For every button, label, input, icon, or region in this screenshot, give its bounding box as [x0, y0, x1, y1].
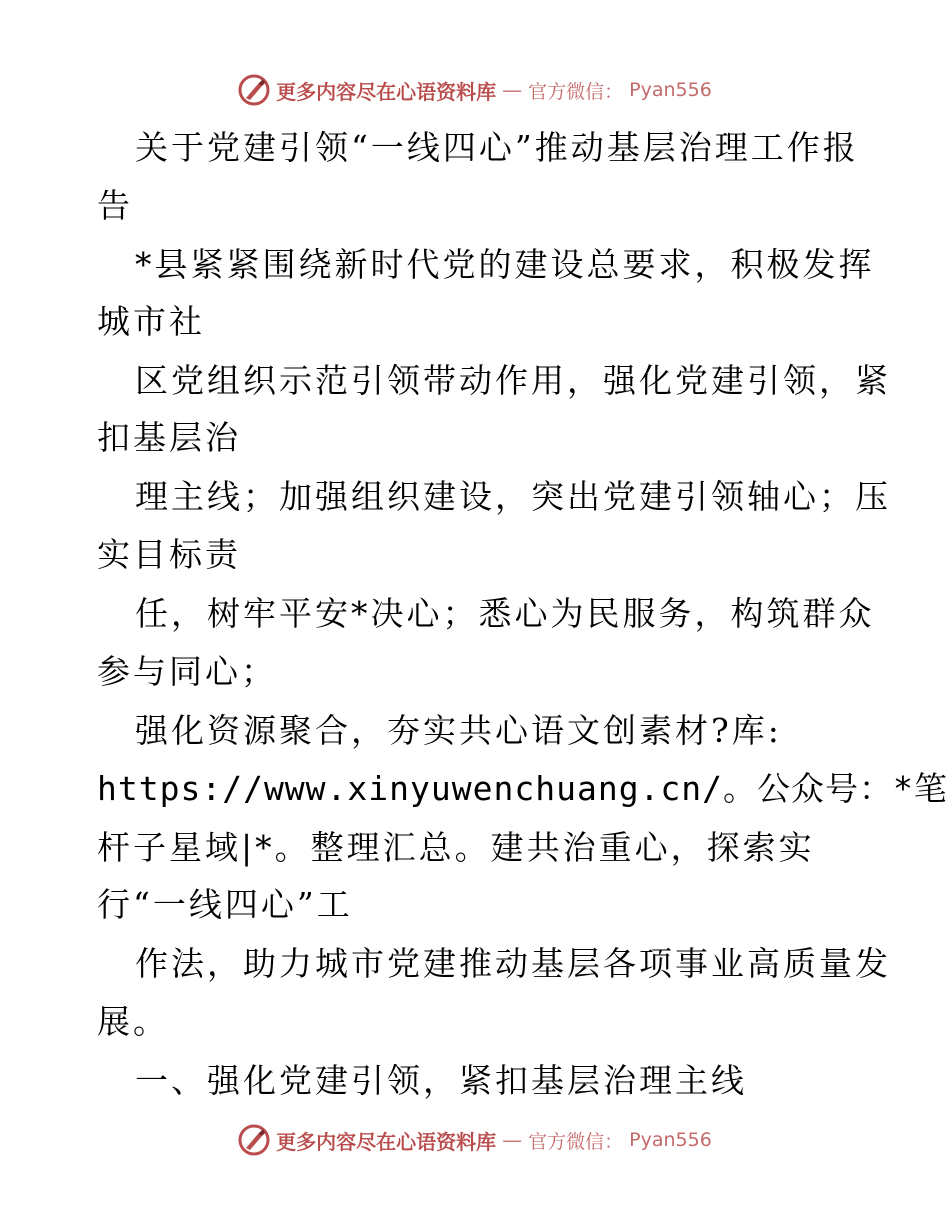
paragraph-line: *县紧紧围绕新时代党的建设总要求，积极发挥 [135, 245, 875, 284]
pen-logo-icon [238, 1124, 270, 1156]
paragraph-line: 强化资源聚合，夯实共心语文创素材?库: [135, 711, 782, 750]
paragraph-line: 行“一线四心”工 [97, 885, 353, 924]
paragraph-line: 展。 [97, 1002, 169, 1041]
paragraph-line: 城市社 [97, 302, 205, 341]
paragraph-line: 杆子星域|*。整理汇总。建共治重心，探索实 [97, 828, 815, 867]
banner-dash: — [502, 78, 523, 102]
paragraph-line: 参与同心； [97, 652, 277, 691]
paragraph-line: 实目标责 [97, 535, 241, 574]
paragraph-line: 理主线；加强组织建设，突出党建引领轴心；压 [135, 477, 891, 516]
document-title-line-1: 关于党建引领“一线四心”推动基层治理工作报 [135, 128, 859, 167]
banner-text: 更多内容尽在心语资料库 [276, 79, 497, 104]
paragraph-line: 扣基层治 [97, 418, 241, 457]
banner-text: 更多内容尽在心语资料库 [276, 1129, 497, 1154]
footer-watermark-banner [0, 1120, 950, 1160]
banner-wechat-label: 官方微信： [528, 1130, 624, 1153]
paragraph-line: 任，树牢平安*决心；悉心为民服务，构筑群众 [135, 594, 875, 633]
banner-wechat-id: Pyan556 [629, 1129, 712, 1151]
pen-logo-icon [238, 74, 270, 106]
banner-dash: — [502, 1128, 523, 1152]
paragraph-line: 区党组织示范引领带动作用，强化党建引领，紧 [135, 361, 891, 400]
section-heading: 一、强化党建引领，紧扣基层治理主线 [135, 1061, 747, 1100]
banner-wechat-id: Pyan556 [629, 79, 712, 101]
document-title-line-2: 告 [97, 186, 133, 225]
url-line: https://www.xinyuwenchuang.cn/。公众号：*笔 [97, 769, 948, 808]
banner-wechat-label: 官方微信： [528, 80, 624, 103]
paragraph-line: 作法，助力城市党建推动基层各项事业高质量发 [135, 944, 891, 983]
header-watermark-banner [0, 70, 950, 110]
